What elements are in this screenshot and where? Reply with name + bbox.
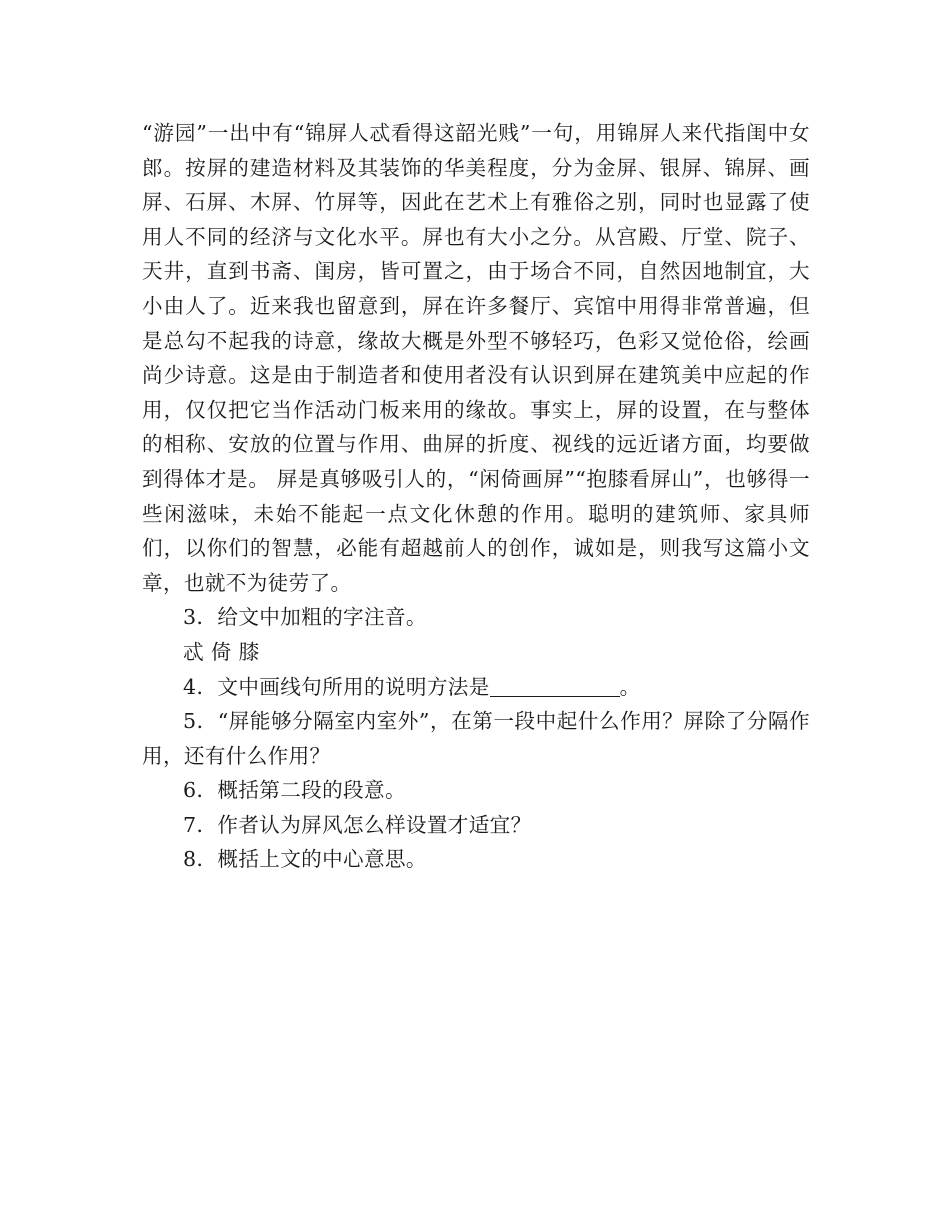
question-5: 5．“屏能够分隔室内室外”，在第一段中起什么作用？屏除了分隔作用，还有什么作用？	[142, 709, 810, 768]
question-4-end: 。	[619, 674, 641, 699]
question-7: 7．作者认为屏风怎么样设置才适宜？	[183, 812, 532, 837]
question-6: 6．概括第二段的段意。	[183, 778, 406, 803]
question-8: 8．概括上文的中心意思。	[183, 847, 427, 872]
question-4	[142, 670, 810, 705]
document-page	[142, 116, 810, 877]
answer-blank	[490, 675, 620, 697]
question-4-text: 4．文中画线句所用的说明方法是	[183, 674, 490, 699]
question-3-characters: 忒 倚 膝	[183, 639, 260, 664]
passage-paragraph: “游园”一出中有“锦屏人忒看得这韶光贱”一句，用锦屏人来代指闺中女郎。按屏的建造材料及其装饰的华美程度，分为金屏、银屏、锦屏、画屏、石屏、木屏、竹屏等，因此在艺术上有雅俗之别，同时也显露了使用人不同的经济与文化水平。屏也有大小之分。从宫殿、厅堂、院子、天井，直到书斋、闺房，皆可置之，由于场合不同，自然因地制宜，大小由人了。近来我也留意到，屏在许多餐厅、宾馆中用得非常普遍，但是总勾不起我的诗意，缘故大概是外型不够轻巧，色彩又觉伧俗，绘画尚少诗意。这是由于制造者和使用者没有认识到屏在建筑美中应起的作用，仅仅把它当作活动门板来用的缘故。事实上，屏的设置，在与整体的相称、安放的位置与作用、曲屏的折度、视线的远近诸方面，均要做到得体才是。 屏是真够吸引人的，“闲倚画屏”“抱膝看屏山”，也够得一些闲滋味，未始不能起一点文化休憩的作用。聪明的建筑师、家具师们，以你们的智慧，必能有超越前人的创作，诚如是，则我写这篇小文章，也就不为徒劳了。	[142, 121, 810, 595]
question-3: 3．给文中加粗的字注音。	[183, 605, 427, 630]
